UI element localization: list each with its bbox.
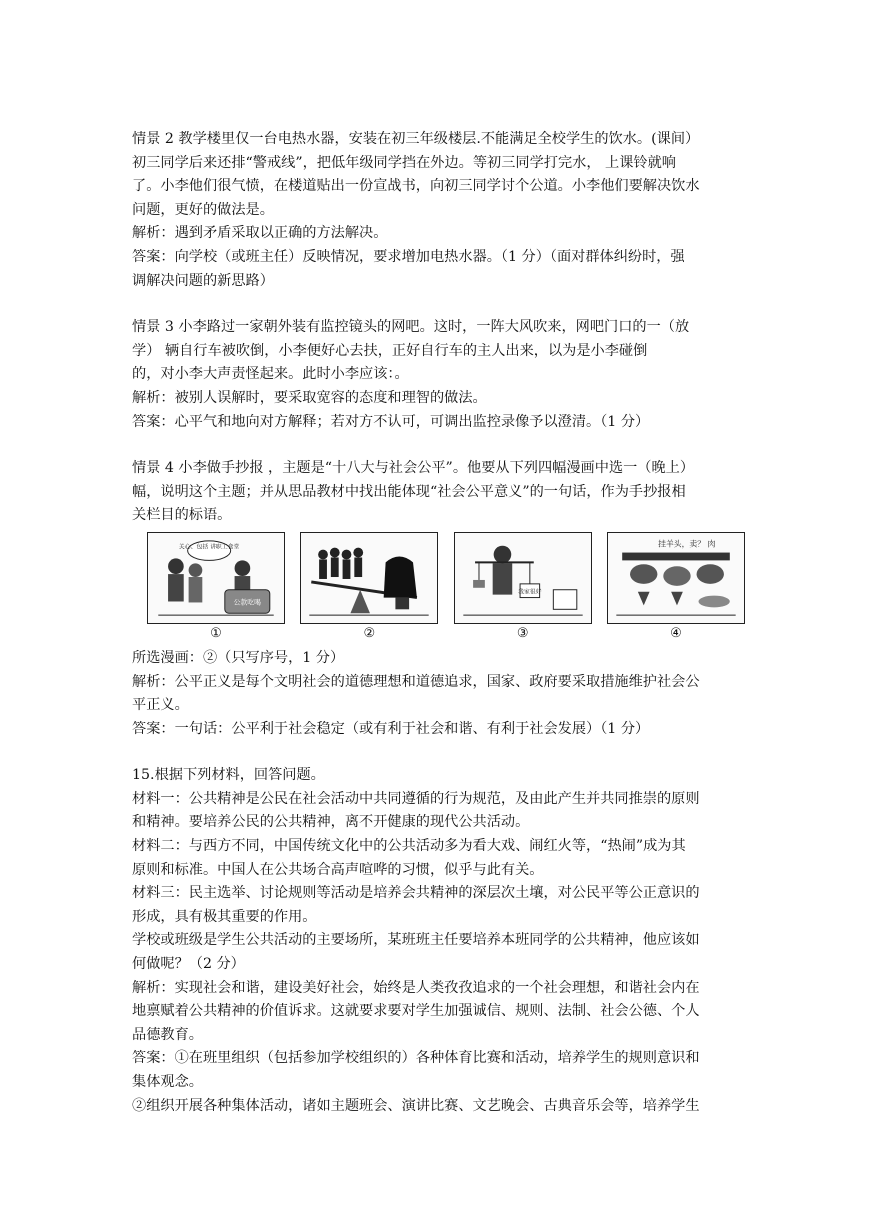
comic-4 [606,532,746,641]
comic-3-sign: 我家很好 [517,589,542,596]
question-15-answer: 答案：①在班里组织（包括参加学校组织的）各种体育比赛和活动，培养学生的规则意识和 集体观念。 ②组织开展各种集体活动，诸如主题班会、演讲比赛、文艺晚会、古典音乐会等，培养学生 [132,1050,700,1114]
comic-2-illustration [300,532,438,624]
comic-1-illustration [147,532,285,624]
comic-strip [146,532,746,641]
scenario-3-answer: 答案：心平气和地向对方解释；若对方不认可，可调出监控录像予以澄清。（1 分） [132,413,650,430]
scenario-2-text: 情景 2 教学楼里仅一台电热水器，安装在初三年级楼层.不能满足全校学生的饮水。(课间） 初三同学后来还排“警戒线”，把低年级同学挡在外边。等初三同学打完水， 上课铃就响 了。小李他们很气愤，在楼道贴出一份宣战书，向初三同学讨个公道。小李他们要解决饮水 问题，更好的做法是。 [132,131,700,218]
scenario-3-text: 情景 3 小李路过一家朝外装有监控镜头的网吧。这时，一阵大风吹来，网吧门口的一（放 学） 辆自行车被吹倒，小李便好心去扶，正好自行车的主人出来，以为是小李碰倒 的，对小李大声责怪起来。此时小李应该：。 [132,319,690,383]
scenario-4-analysis: 解析：公平正义是每个文明社会的道德理想和道德追求，国家、政府要采取措施维护社会公 平正义。 [132,673,700,714]
material-1: 材料一：公共精神是公民在社会活动中共同遵循的行为规范，及由此产生并共同推崇的原则 和精神。要培养公民的公共精神，离不开健康的现代公共活动。 [132,790,700,831]
comic-1 [146,532,286,641]
comic-3 [453,532,593,641]
scenario-2-answer: 答案：向学校（或班主任）反映情况，要求增加电热水器。（1 分）（面对群体纠纷时，强 调解决问题的新思路） [132,248,685,289]
scenario-4-selected: 所选漫画：②（只写序号，1 分） [132,649,345,666]
comic-4-illustration [607,532,745,624]
document-page [132,128,740,1118]
material-2: 材料二：与西方不同，中国传统文化中的公共活动多为看大戏、闹红火等，“热闹”成为其 原则和标准。中国人在公共场合高声喧哗的习惯，似乎与此有关。 [132,838,686,878]
question-15-prompt: 学校或班级是学生公共活动的主要场所，某班班主任要培养本班同学的公共精神，他应该如 何做呢？（2 分） [132,932,700,973]
comic-1-caption: 关心、包括 讲职工食堂 [178,544,240,551]
scenario-4-answer: 答案：一句话：公平利于社会稳定（或有利于社会和谐、有利于社会发展）（1 分） [132,720,650,737]
comic-3-illustration [454,532,592,624]
comic-4-number: ④ [670,625,682,641]
scenario-3-analysis: 解析：被别人误解时，要采取宽容的态度和理智的做法。 [132,389,487,406]
comic-3-number: ③ [516,625,529,641]
material-3: 材料三：民主选举、讨论规则等活动是培养会共精神的深层次土壤，对公民平等公正意识的 形成，具有极其重要的作用。 [132,885,700,925]
question-15-title: 15.根据下列材料，回答问题。 [132,767,325,784]
comic-4-caption: 挂羊头，卖？ 肉 [658,539,716,549]
comic-1-sign: 公款吃喝 [233,598,261,607]
comic-2-number: ② [363,625,376,641]
scenario-2-analysis: 解析：遇到矛盾采取以正确的方法解决。 [132,225,388,242]
comic-1-number: ① [210,625,222,641]
scenario-4-text: 情景 4 小李做手抄报 ，主题是“十八大与社会公平”。他要从下列四幅漫画中选一（晚上） 幅，说明这个主题；并从思品教材中找出能体现“社会公平意义”的一句话，作为手抄报相 关栏目的标语。 [132,460,695,524]
question-15-analysis: 解析：实现社会和谐，建设美好社会，始终是人类孜孜追求的一个社会理想，和谐社会内在 地禀赋着公共精神的价值诉求。这就要求要对学生加强诚信、规则、法制、社会公德、个人 品德教育。 [132,979,700,1043]
comic-2 [299,532,439,641]
